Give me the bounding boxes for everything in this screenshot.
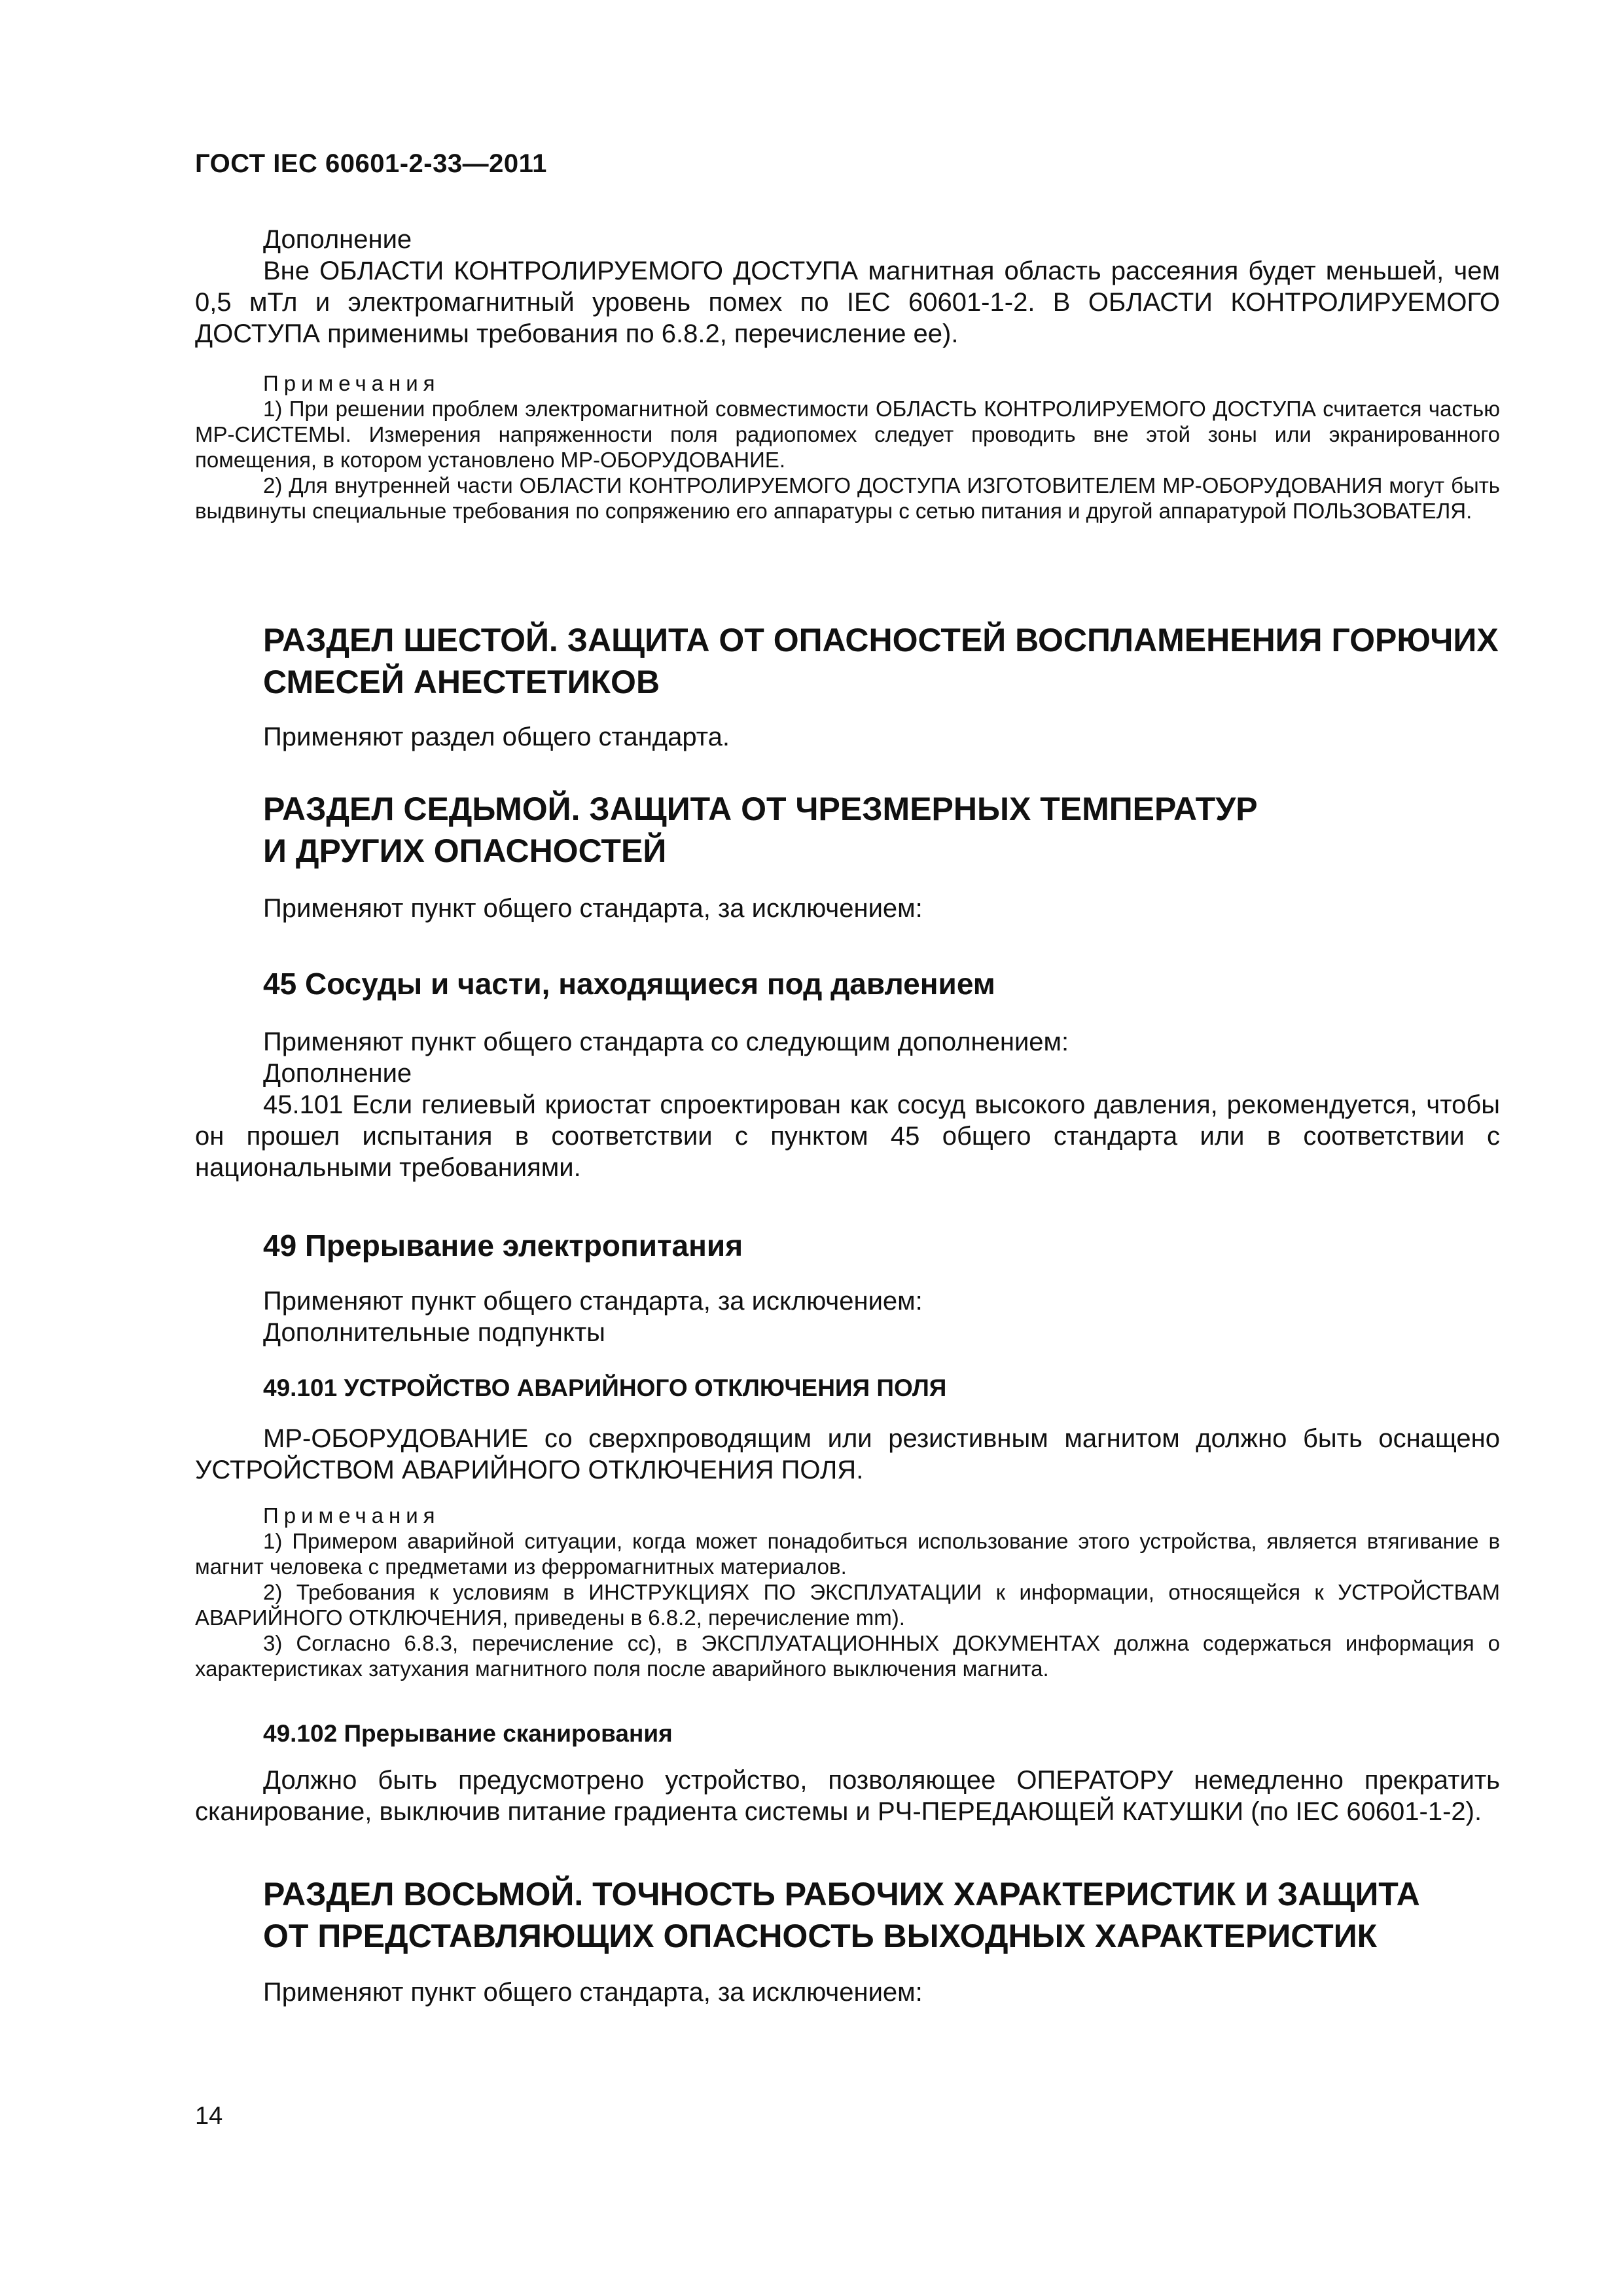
subclause-49-101-body: [195, 1423, 1500, 1486]
addition-text: Вне ОБЛАСТИ КОНТРОЛИРУЕМОГО ДОСТУПА магнитная область рассеяния будет меньшей, чем 0,5 мТл и электромагнитный уровень помех по IEC 60601-1-2. В ОБЛАСТИ КОНТРОЛИРУЕМОГО ДОСТУПА применимы требования по 6.8.2, перечисление ее).: [195, 257, 1500, 348]
subclause-49-101-text: МР-ОБОРУДОВАНИЕ со сверхпроводящим или резистивным магнитом должно быть оснащено УСТРОЙСТВОМ АВАРИЙНОГО ОТКЛЮЧЕНИЯ ПОЛЯ.: [195, 1424, 1500, 1484]
section-6-title: [195, 619, 1500, 703]
note-49-2: 2) Требования к условиям в ИНСТРУКЦИЯХ ПО ЭКСПЛУАТАЦИИ к информации, относящейся к УСТРОЙСТВАМ АВАРИЙНОГО ОТКЛЮЧЕНИЯ, приведены в 6.8.2, перечисление mm).: [195, 1580, 1500, 1630]
document-header: ГОСТ IEC 60601-2-33—2011: [195, 149, 547, 178]
note-2: 2) Для внутренней части ОБЛАСТИ КОНТРОЛИРУЕМОГО ДОСТУПА ИЗГОТОВИТЕЛЕМ МР-ОБОРУДОВАНИЯ могут быть выдвинуты специальные требования по сопряжению его аппаратуры с сетью питания и другой аппаратурой ПОЛЬЗОВАТЕЛЯ.: [195, 473, 1500, 523]
subclause-49-102: [195, 1719, 1500, 1749]
clause-49-text1: Применяют пункт общего стандарта, за исключением:: [263, 1287, 923, 1316]
addition-block: [195, 224, 1500, 350]
notes-label: Примечания: [263, 371, 440, 395]
note-49-1: 1) Примером аварийной ситуации, когда может понадобиться использование этого устройства, является втягивание в магнит человека с предметами из ферромагнитных материалов.: [195, 1529, 1500, 1579]
note-1: 1) При решении проблем электромагнитной совместимости ОБЛАСТЬ КОНТРОЛИРУЕМОГО ДОСТУПА считается частью МР-СИСТЕМЫ. Измерения напряженности поля радиопомех следует проводить вне этой зоны или экранированного помещения, в котором установлено МР-ОБОРУДОВАНИЕ.: [195, 397, 1500, 472]
section-8-text: Применяют пункт общего стандарта, за исключением:: [263, 1978, 923, 2007]
notes-block-top: [195, 370, 1500, 524]
addition-label: Дополнение: [263, 225, 412, 254]
subclause-49-102-title: 49.102 Прерывание сканирования: [263, 1720, 673, 1747]
clause-45-text1: Применяют пункт общего стандарта со следующим дополнением:: [263, 1028, 1069, 1056]
notes-block-49: [195, 1503, 1500, 1681]
subclause-49-102-body: [195, 1765, 1500, 1827]
section-6-title-line1: РАЗДЕЛ ШЕСТОЙ. ЗАЩИТА ОТ ОПАСНОСТЕЙ ВОСПЛАМЕНЕНИЯ ГОРЮЧИХ: [263, 622, 1499, 658]
section-7-title-line1: РАЗДЕЛ СЕДЬМОЙ. ЗАЩИТА ОТ ЧРЕЗМЕРНЫХ ТЕМПЕРАТУР: [263, 791, 1258, 827]
section-6-text: Применяют раздел общего стандарта.: [263, 723, 730, 751]
clause-49-text2: Дополнительные подпункты: [263, 1318, 605, 1347]
section-8-title-line2: ОТ ПРЕДСТАВЛЯЮЩИХ ОПАСНОСТЬ ВЫХОДНЫХ ХАРАКТЕРИСТИК: [263, 1918, 1378, 1954]
section-8: [195, 1873, 1500, 1957]
clause-45-body: [195, 1026, 1500, 1183]
section-8-title: [195, 1873, 1500, 1957]
clause-45-title: 45 Сосуды и части, находящиеся под давлением: [263, 967, 995, 1001]
clause-49-body: [195, 1285, 1500, 1348]
subclause-49-101-title: 49.101 УСТРОЙСТВО АВАРИЙНОГО ОТКЛЮЧЕНИЯ ПОЛЯ: [263, 1374, 947, 1401]
clause-45-addition-label: Дополнение: [263, 1059, 412, 1088]
section-6-body: [195, 721, 1500, 753]
section-6-title-line2: СМЕСЕЙ АНЕСТЕТИКОВ: [263, 664, 660, 700]
section-6: [195, 619, 1500, 703]
clause-49-title: 49 Прерывание электропитания: [263, 1229, 743, 1263]
note-49-3: 3) Согласно 6.8.3, перечисление сс), в ЭКСПЛУАТАЦИОННЫХ ДОКУМЕНТАХ должна содержаться информация о характеристиках затухания магнитного поля после аварийного выключения магнита.: [195, 1631, 1500, 1681]
section-7-body: [195, 893, 1500, 924]
section-7: [195, 788, 1500, 872]
clause-45-text2: 45.101 Если гелиевый криостат спроектирован как сосуд высокого давления, рекомендуется, чтобы он прошел испытания в соответствии с пунктом 45 общего стандарта или в соответствии с национальными требованиями.: [195, 1090, 1500, 1182]
section-8-title-line1: РАЗДЕЛ ВОСЬМОЙ. ТОЧНОСТЬ РАБОЧИХ ХАРАКТЕРИСТИК И ЗАЩИТА: [263, 1876, 1420, 1912]
section-7-title-line2: И ДРУГИХ ОПАСНОСТЕЙ: [263, 833, 667, 869]
section-7-title: [195, 788, 1500, 872]
clause-49: [195, 1227, 1500, 1265]
page-number: 14: [195, 2102, 223, 2130]
section-7-text: Применяют пункт общего стандарта, за исключением:: [263, 894, 923, 923]
subclause-49-102-text: Должно быть предусмотрено устройство, позволяющее ОПЕРАТОРУ немедленно прекратить сканирование, выключив питание градиента системы и РЧ-ПЕРЕДАЮЩЕЙ КАТУШКИ (по IEC 60601-1-2).: [195, 1766, 1500, 1826]
clause-45: [195, 965, 1500, 1003]
section-8-body: [195, 1977, 1500, 2008]
subclause-49-101: [195, 1373, 1500, 1403]
notes-label-49: Примечания: [263, 1503, 440, 1528]
